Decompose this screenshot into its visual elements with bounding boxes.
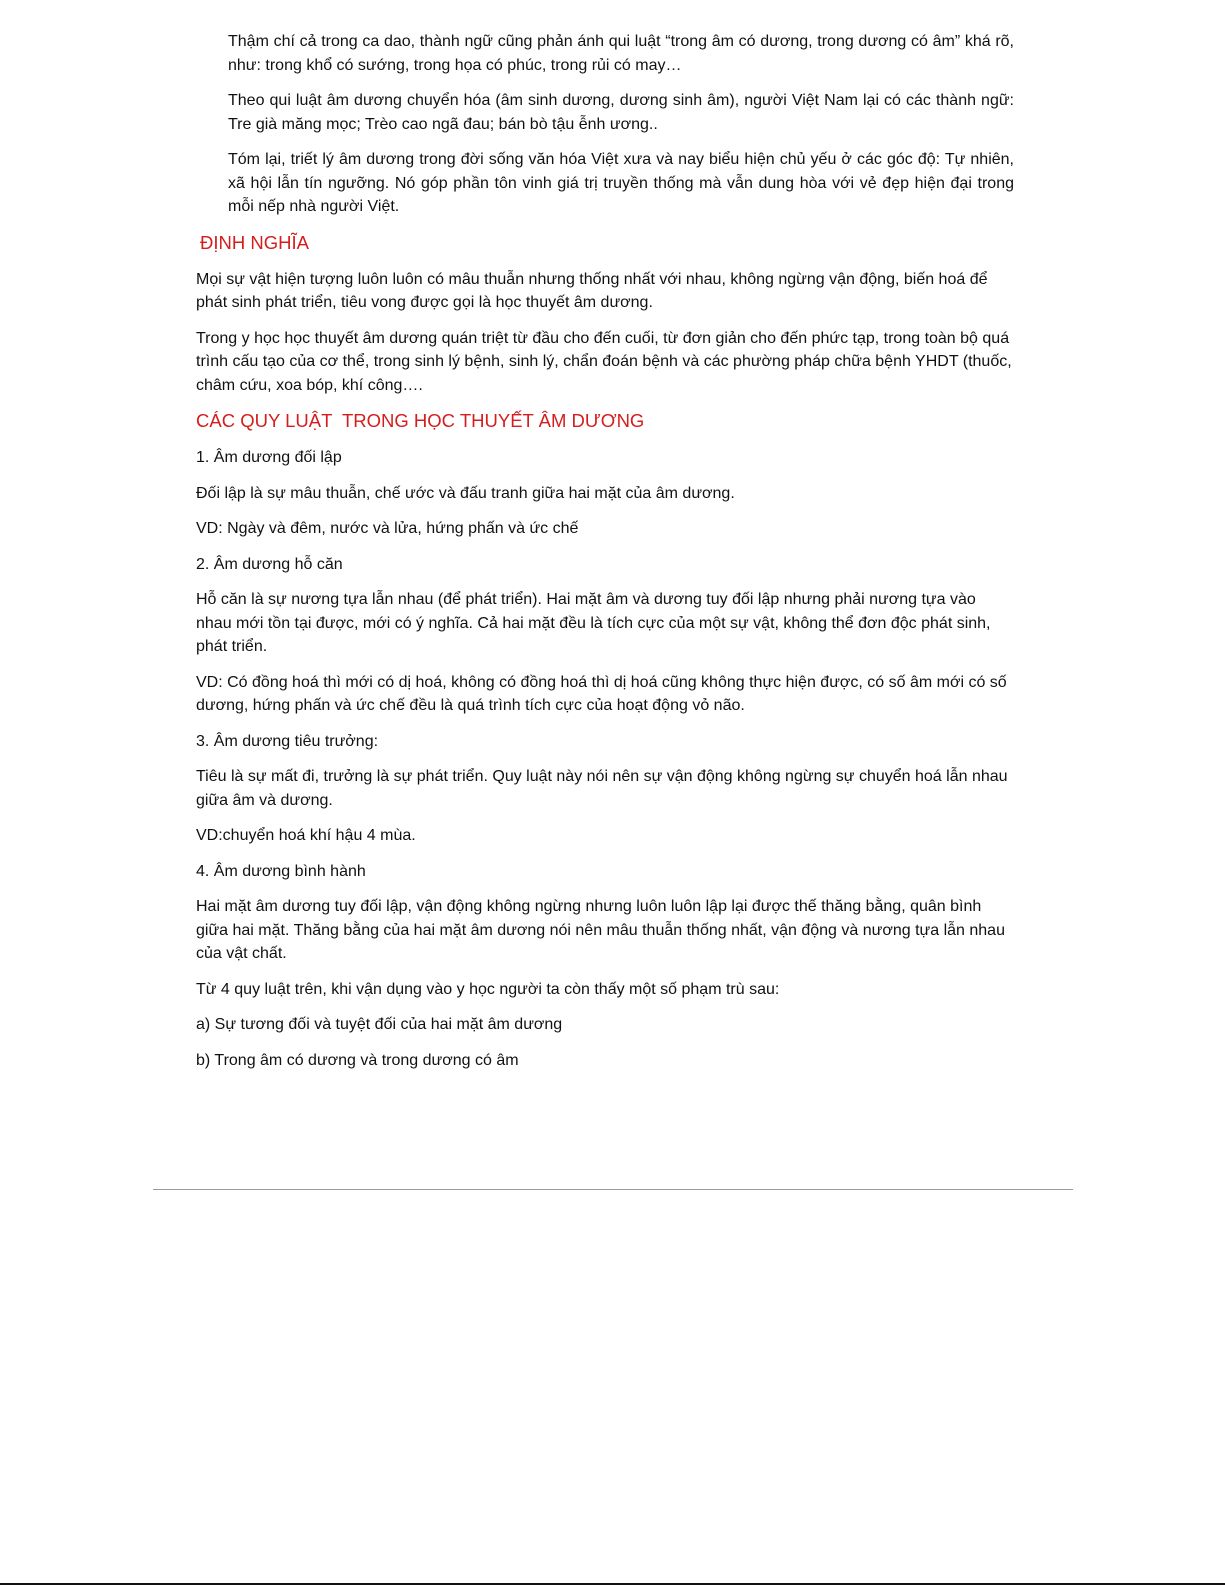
law-3-title: 3. Âm dương tiêu trưởng: [196,732,379,750]
law-4-title: 4. Âm dương bình hành [196,862,366,880]
definition-paragraph-2: Trong y học học thuyết âm dương quán triệt từ đầu cho đến cuối, từ đơn giản cho đến phức tạp, trong toàn bộ quá trình cấu tạo của cơ thể, trong sinh lý bệnh, sinh lý, chẩn đoán bệnh và các phường pháp chữa bệnh YHDT (thuốc, châm cứu, xoa bóp, khí công…. [196,329,1012,394]
laws-heading: CÁC QUY LUẬT TRONG HỌC THUYẾT ÂM DƯƠNG [196,410,645,431]
law-2-description: Hỗ căn là sự nương tựa lẫn nhau (để phát triển). Hai mặt âm và dương tuy đối lập nhưng phải nương tựa vào nhau mới tồn tại được, mới có ý nghĩa. Cả hai mặt đều là tích cực của một sự vật, không thể đơn độc phát sinh, phát triển. [196,591,991,655]
intro-paragraph-3: Tóm lại, triết lý âm dương trong đời sống văn hóa Việt xưa và nay biểu hiện chủ yếu ở các góc độ: Tự nhiên, xã hội lẫn tín ngưỡng. Nó góp phần tôn vinh giá trị truyền thống mà vẫn dung hòa với vẻ đẹp hiện đại trong mỗi nếp nhà người Việt. [228,151,1014,215]
law-3-description: Tiêu là sự mất đi, trưởng là sự phát triển. Quy luật này nói nên sự vận động không ngừng sự chuyển hoá lẫn nhau giữa âm và dương. [196,768,1008,809]
law-2-example: VD: Có đồng hoá thì mới có dị hoá, không có đồng hoá thì dị hoá cũng không thực hiện được, có số âm mới có số dương, hứng phấn và ức chế đều là quá trình tích cực của hoạt động vỏ não. [196,673,1007,714]
law-3-example: VD:chuyển hoá khí hậu 4 mùa. [196,827,416,844]
intro-paragraph-1: Thậm chí cả trong ca dao, thành ngữ cũng phản ánh qui luật “trong âm có dương, trong dương có âm” khá rõ, như: trong khổ có sướng, trong họa có phúc, trong rủi có may… [228,33,1014,74]
definition-paragraph-1: Mọi sự vật hiện tượng luôn luôn có mâu thuẫn nhưng thống nhất với nhau, không ngừng vận động, biến hoá để phát sinh phát triển, tiêu vong được gọi là học thuyết âm dương. [196,270,988,311]
law-1-description: Đối lập là sự mâu thuẫn, chế ước và đấu tranh giữa hai mặt của âm dương. [196,484,735,502]
footer-divider [153,1189,1073,1190]
category-a: a) Sự tương đối và tuyệt đối của hai mặt âm dương [196,1016,563,1033]
document-body [196,30,1014,1084]
law-4-description: Hai mặt âm dương tuy đối lập, vận động không ngừng nhưng luôn luôn lập lại được thế thăng bằng, quân bình giữa hai mặt. Thăng bằng của hai mặt âm dương nói nên mâu thuẫn thống nhất, vận động và nương tựa lẫn nhau của vật chất. [196,898,1005,962]
intro-paragraph-2: Theo qui luật âm dương chuyển hóa (âm sinh dương, dương sinh âm), người Việt Nam lại có các thành ngữ: Tre già măng mọc; Trèo cao ngã đau; bán bò tậu ễnh ương.. [228,92,1014,133]
law-1-example: VD: Ngày và đêm, nước và lửa, hứng phấn và ức chế [196,520,579,537]
law-1-title: 1. Âm dương đối lập [196,449,342,466]
category-b: b) Trong âm có dương và trong dương có âm [196,1051,519,1069]
definition-heading: ĐỊNH NGHĨA [200,231,309,253]
law-2-title: 2. Âm dương hỗ căn [196,555,343,573]
categories-intro: Từ 4 quy luật trên, khi vận dụng vào y học người ta còn thấy một số phạm trù sau: [196,980,780,998]
